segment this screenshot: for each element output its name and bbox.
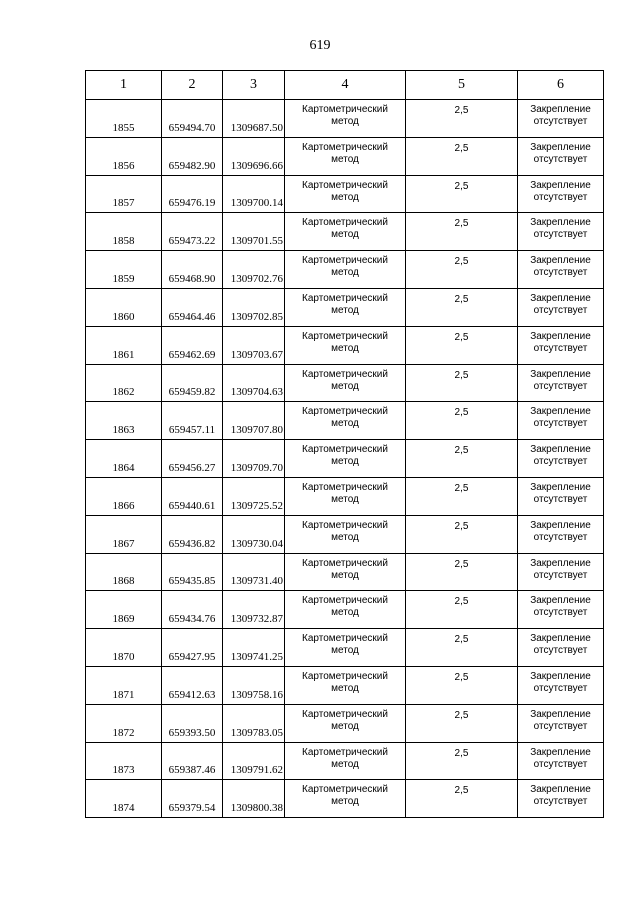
- method-line: метод: [331, 267, 359, 279]
- y-coordinate-cell: 1309741.25: [223, 629, 285, 667]
- method-line: Картометрический: [302, 104, 388, 115]
- x-coordinate-cell: 659412.63: [162, 666, 223, 704]
- fixing-line: отсутствует: [533, 229, 588, 241]
- fixing-line: Закрепление: [530, 708, 591, 720]
- method-line: метод: [331, 645, 359, 657]
- method-line: Картометрический: [302, 784, 388, 796]
- x-coordinate-cell: 659434.76: [162, 591, 223, 629]
- fixing-line: отсутствует: [533, 304, 588, 316]
- table-row: [86, 251, 604, 289]
- accuracy-cell: 2,5: [406, 137, 518, 175]
- table-row: [86, 213, 604, 251]
- method-line: метод: [331, 531, 359, 543]
- method-line: метод: [331, 493, 359, 505]
- x-coordinate-cell: 659468.90: [162, 251, 223, 289]
- y-coordinate-cell: 1309696.66: [223, 137, 285, 175]
- column-header: 3: [223, 71, 285, 100]
- method-line: Картометрический: [302, 519, 388, 531]
- method-cell: [285, 402, 406, 440]
- method-line: Картометрический: [302, 481, 388, 493]
- fixing-line: отсутствует: [533, 531, 588, 543]
- method-line: метод: [331, 569, 359, 581]
- table-row: [86, 704, 604, 742]
- point-number-cell: 1872: [86, 704, 162, 742]
- column-header: 5: [406, 71, 518, 100]
- x-coordinate-cell: 659436.82: [162, 515, 223, 553]
- fixing-cell: [518, 515, 604, 553]
- table-row: [86, 553, 604, 591]
- y-coordinate-cell: 1309783.05: [223, 704, 285, 742]
- accuracy-cell: 2,5: [406, 213, 518, 251]
- x-coordinate-cell: 659473.22: [162, 213, 223, 251]
- point-number-cell: 1873: [86, 742, 162, 780]
- y-coordinate-cell: 1309707.80: [223, 402, 285, 440]
- method-line: Картометрический: [302, 708, 388, 720]
- fixing-cell: [518, 402, 604, 440]
- y-coordinate-cell: 1309703.67: [223, 326, 285, 364]
- table-row: [86, 515, 604, 553]
- x-coordinate-cell: 659387.46: [162, 742, 223, 780]
- x-coordinate-cell: 659482.90: [162, 137, 223, 175]
- accuracy-cell: 2,5: [406, 553, 518, 591]
- page-number: 619: [309, 38, 331, 53]
- y-coordinate-cell: 1309732.87: [223, 591, 285, 629]
- fixing-cell: [518, 440, 604, 478]
- accuracy-cell: 2,5: [406, 666, 518, 704]
- point-number-cell: 1859: [86, 251, 162, 289]
- fixing-line: Закрепление: [530, 633, 591, 645]
- method-cell: [285, 326, 406, 364]
- table-row: [86, 100, 604, 138]
- accuracy-cell: 2,5: [406, 629, 518, 667]
- method-line: Картометрический: [302, 255, 388, 267]
- method-line: Картометрический: [302, 595, 388, 607]
- method-cell: [285, 137, 406, 175]
- x-coordinate-cell: 659476.19: [162, 175, 223, 213]
- method-line: Картометрический: [302, 368, 388, 380]
- y-coordinate-cell: 1309731.40: [223, 553, 285, 591]
- point-number-cell: 1870: [86, 629, 162, 667]
- y-coordinate-cell: 1309791.62: [223, 742, 285, 780]
- method-line: метод: [331, 418, 359, 430]
- method-cell: [285, 288, 406, 326]
- table-row: [86, 780, 604, 818]
- accuracy-cell: 2,5: [406, 780, 518, 818]
- column-header: 1: [86, 71, 162, 100]
- method-line: Картометрический: [302, 330, 388, 342]
- point-number-cell: 1858: [86, 213, 162, 251]
- point-number-cell: 1863: [86, 402, 162, 440]
- point-number-cell: 1855: [86, 100, 162, 138]
- point-number-cell: 1860: [86, 288, 162, 326]
- column-header: 2: [162, 71, 223, 100]
- method-cell: [285, 251, 406, 289]
- method-line: метод: [331, 229, 359, 241]
- point-number-cell: 1866: [86, 477, 162, 515]
- fixing-line: Закрепление: [530, 481, 591, 493]
- method-cell: [285, 175, 406, 213]
- point-number-cell: 1857: [86, 175, 162, 213]
- table-row: [86, 591, 604, 629]
- fixing-cell: [518, 213, 604, 251]
- method-line: метод: [331, 342, 359, 354]
- x-coordinate-cell: 659494.70: [162, 100, 223, 138]
- table-row: [86, 666, 604, 704]
- table-row: [86, 364, 604, 402]
- method-cell: [285, 553, 406, 591]
- fixing-line: Закрепление: [530, 217, 591, 229]
- fixing-cell: [518, 477, 604, 515]
- fixing-line: отсутствует: [533, 720, 588, 732]
- fixing-line: Закрепление: [530, 330, 591, 342]
- accuracy-cell: 2,5: [406, 477, 518, 515]
- method-line: метод: [331, 456, 359, 468]
- fixing-line: Закрепление: [530, 444, 591, 456]
- column-header: 4: [285, 71, 406, 100]
- point-number-cell: 1868: [86, 553, 162, 591]
- point-number-cell: 1871: [86, 666, 162, 704]
- fixing-line: отсутствует: [533, 191, 588, 203]
- y-coordinate-cell: 1309702.76: [223, 251, 285, 289]
- coordinates-table: [85, 70, 604, 818]
- fixing-line: Закрепление: [530, 595, 591, 607]
- method-cell: [285, 704, 406, 742]
- fixing-cell: [518, 666, 604, 704]
- x-coordinate-cell: 659457.11: [162, 402, 223, 440]
- fixing-line: Закрепление: [530, 406, 591, 418]
- fixing-line: Закрепление: [530, 141, 591, 153]
- fixing-cell: [518, 629, 604, 667]
- x-coordinate-cell: 659462.69: [162, 326, 223, 364]
- method-cell: [285, 742, 406, 780]
- y-coordinate-cell: 1309800.38: [223, 780, 285, 818]
- x-coordinate-cell: 659459.82: [162, 364, 223, 402]
- table-row: [86, 326, 604, 364]
- y-coordinate-cell: 1309704.63: [223, 364, 285, 402]
- y-coordinate-cell: 1309709.70: [223, 440, 285, 478]
- fixing-cell: [518, 704, 604, 742]
- table-row: [86, 477, 604, 515]
- method-line: Картометрический: [302, 670, 388, 682]
- table-row: [86, 175, 604, 213]
- method-line: метод: [331, 304, 359, 316]
- method-line: Картометрический: [302, 746, 388, 758]
- y-coordinate-cell: 1309725.52: [223, 477, 285, 515]
- accuracy-cell: 2,5: [406, 326, 518, 364]
- method-cell: [285, 515, 406, 553]
- fixing-line: отсутствует: [533, 493, 588, 505]
- fixing-cell: [518, 137, 604, 175]
- fixing-cell: [518, 100, 604, 138]
- fixing-line: отсутствует: [533, 116, 588, 127]
- x-coordinate-cell: 659379.54: [162, 780, 223, 818]
- fixing-cell: [518, 742, 604, 780]
- point-number-cell: 1861: [86, 326, 162, 364]
- method-line: метод: [331, 380, 359, 392]
- fixing-line: отсутствует: [533, 607, 588, 619]
- method-line: метод: [331, 758, 359, 770]
- fixing-cell: [518, 591, 604, 629]
- method-line: метод: [331, 682, 359, 694]
- point-number-cell: 1874: [86, 780, 162, 818]
- x-coordinate-cell: 659440.61: [162, 477, 223, 515]
- fixing-cell: [518, 288, 604, 326]
- fixing-line: Закрепление: [530, 368, 591, 380]
- method-line: метод: [331, 607, 359, 619]
- fixing-line: отсутствует: [533, 267, 588, 279]
- method-line: Картометрический: [302, 406, 388, 418]
- method-cell: [285, 780, 406, 818]
- accuracy-cell: 2,5: [406, 591, 518, 629]
- accuracy-cell: 2,5: [406, 100, 518, 138]
- fixing-cell: [518, 175, 604, 213]
- table-row: [86, 629, 604, 667]
- fixing-cell: [518, 553, 604, 591]
- table-row: [86, 440, 604, 478]
- fixing-line: отсутствует: [533, 153, 588, 165]
- y-coordinate-cell: 1309730.04: [223, 515, 285, 553]
- y-coordinate-cell: 1309702.85: [223, 288, 285, 326]
- x-coordinate-cell: 659464.46: [162, 288, 223, 326]
- column-header: 6: [518, 71, 604, 100]
- fixing-line: Закрепление: [530, 746, 591, 758]
- fixing-line: отсутствует: [533, 342, 588, 354]
- accuracy-cell: 2,5: [406, 175, 518, 213]
- table-row: [86, 742, 604, 780]
- fixing-line: Закрепление: [530, 557, 591, 569]
- fixing-cell: [518, 364, 604, 402]
- method-line: метод: [331, 796, 359, 808]
- method-line: Картометрический: [302, 444, 388, 456]
- accuracy-cell: 2,5: [406, 515, 518, 553]
- fixing-line: Закрепление: [530, 292, 591, 304]
- accuracy-cell: 2,5: [406, 288, 518, 326]
- table-body: [86, 100, 604, 818]
- point-number-cell: 1869: [86, 591, 162, 629]
- method-cell: [285, 629, 406, 667]
- fixing-line: Закрепление: [530, 670, 591, 682]
- point-number-cell: 1864: [86, 440, 162, 478]
- fixing-line: Закрепление: [530, 255, 591, 267]
- method-line: метод: [331, 153, 359, 165]
- y-coordinate-cell: 1309687.50: [223, 100, 285, 138]
- method-cell: [285, 364, 406, 402]
- method-cell: [285, 477, 406, 515]
- fixing-cell: [518, 326, 604, 364]
- fixing-line: отсутствует: [533, 380, 588, 392]
- point-number-cell: 1867: [86, 515, 162, 553]
- fixing-line: Закрепление: [530, 784, 591, 796]
- table-row: [86, 137, 604, 175]
- method-line: Картометрический: [302, 179, 388, 191]
- method-line: Картометрический: [302, 217, 388, 229]
- accuracy-cell: 2,5: [406, 742, 518, 780]
- fixing-line: отсутствует: [533, 645, 588, 657]
- x-coordinate-cell: 659393.50: [162, 704, 223, 742]
- method-cell: [285, 591, 406, 629]
- accuracy-cell: 2,5: [406, 364, 518, 402]
- method-line: Картометрический: [302, 292, 388, 304]
- fixing-line: отсутствует: [533, 456, 588, 468]
- fixing-line: отсутствует: [533, 758, 588, 770]
- fixing-cell: [518, 251, 604, 289]
- method-line: метод: [331, 720, 359, 732]
- table-row: [86, 402, 604, 440]
- fixing-cell: [518, 780, 604, 818]
- method-line: метод: [331, 116, 359, 127]
- method-cell: [285, 666, 406, 704]
- y-coordinate-cell: 1309701.55: [223, 213, 285, 251]
- accuracy-cell: 2,5: [406, 251, 518, 289]
- fixing-line: отсутствует: [533, 418, 588, 430]
- x-coordinate-cell: 659456.27: [162, 440, 223, 478]
- method-line: Картометрический: [302, 141, 388, 153]
- method-line: Картометрический: [302, 633, 388, 645]
- method-cell: [285, 100, 406, 138]
- fixing-line: отсутствует: [533, 682, 588, 694]
- method-line: метод: [331, 191, 359, 203]
- accuracy-cell: 2,5: [406, 402, 518, 440]
- fixing-line: Закрепление: [530, 519, 591, 531]
- fixing-line: Закрепление: [530, 179, 591, 191]
- fixing-line: отсутствует: [533, 796, 588, 808]
- x-coordinate-cell: 659427.95: [162, 629, 223, 667]
- accuracy-cell: 2,5: [406, 704, 518, 742]
- y-coordinate-cell: 1309758.16: [223, 666, 285, 704]
- method-cell: [285, 213, 406, 251]
- method-line: Картометрический: [302, 557, 388, 569]
- method-cell: [285, 440, 406, 478]
- accuracy-cell: 2,5: [406, 440, 518, 478]
- fixing-line: отсутствует: [533, 569, 588, 581]
- fixing-line: Закрепление: [530, 104, 591, 115]
- point-number-cell: 1862: [86, 364, 162, 402]
- point-number-cell: 1856: [86, 137, 162, 175]
- table-header-row: [86, 71, 604, 100]
- y-coordinate-cell: 1309700.14: [223, 175, 285, 213]
- table-row: [86, 288, 604, 326]
- x-coordinate-cell: 659435.85: [162, 553, 223, 591]
